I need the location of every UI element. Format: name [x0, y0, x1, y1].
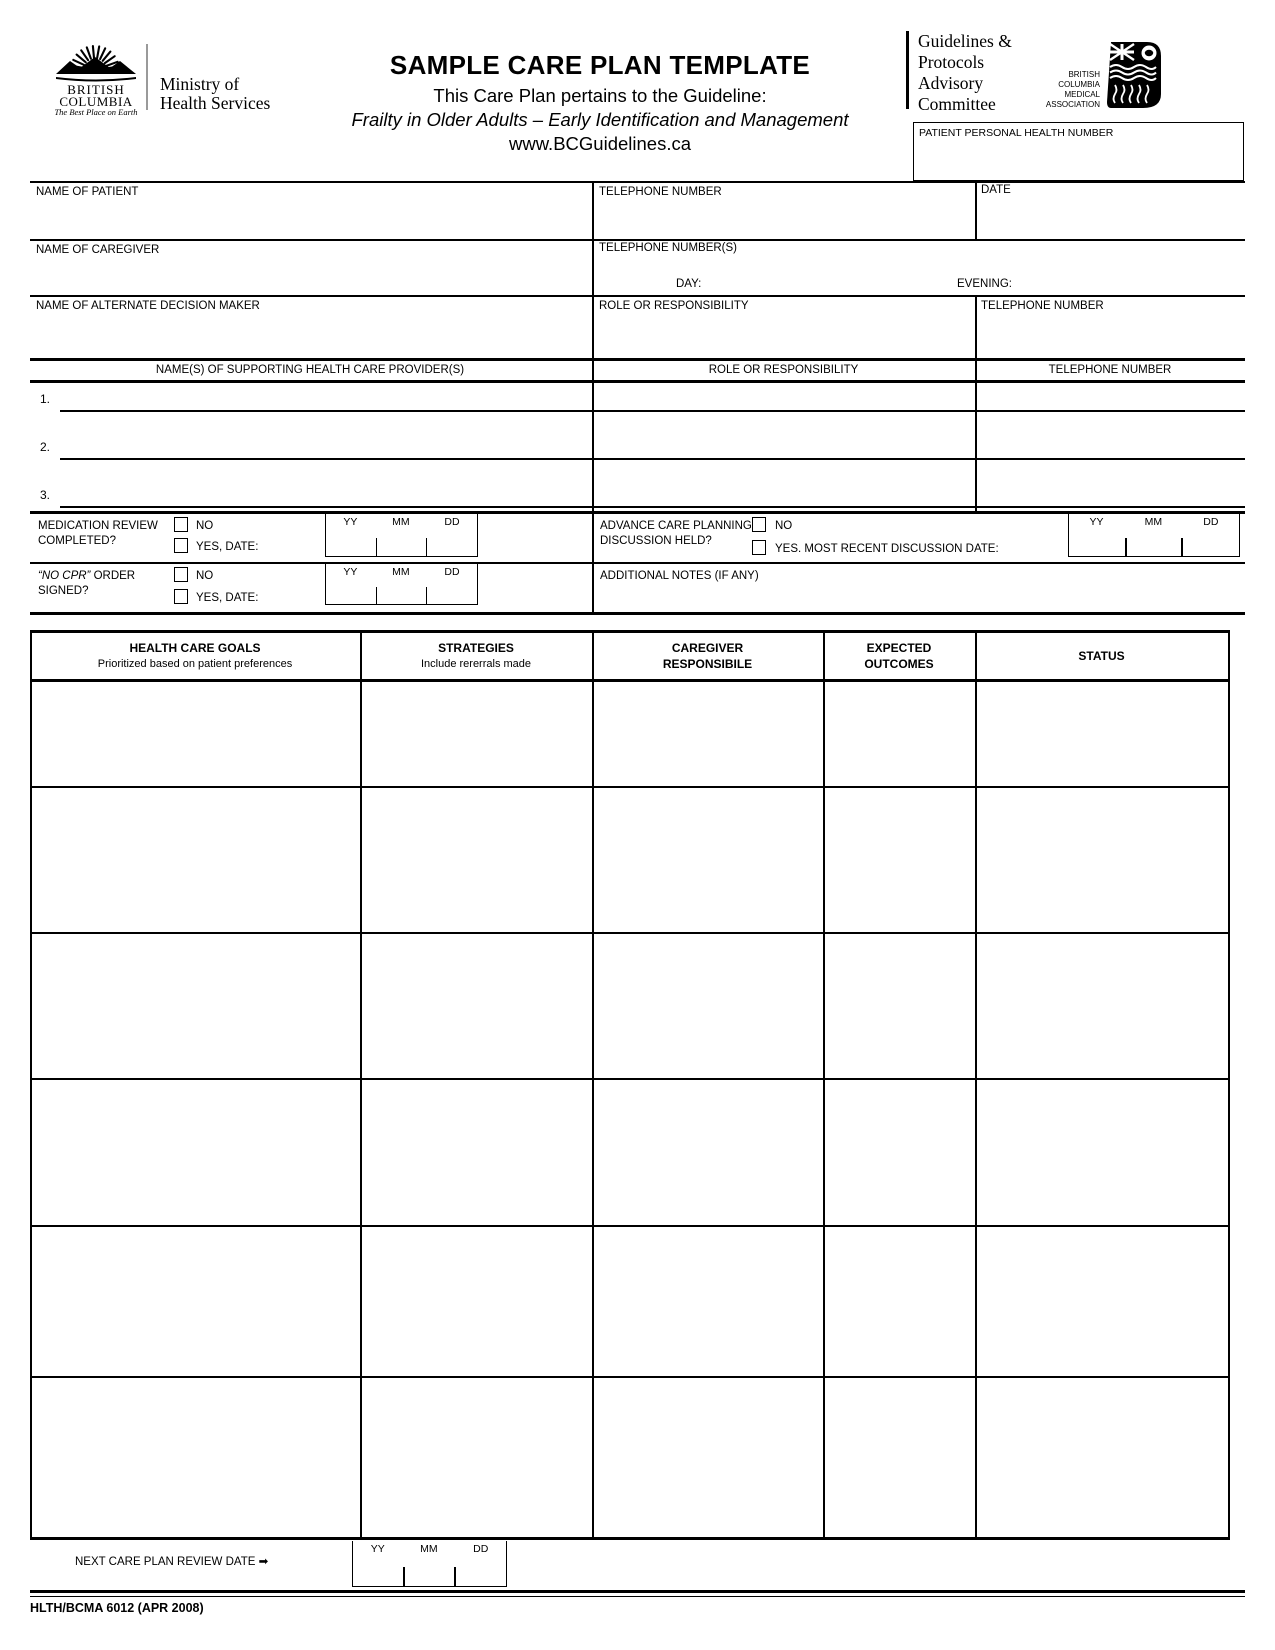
gpac-line3: Advisory: [918, 73, 984, 93]
col-header-outcomes-2: OUTCOMES: [864, 657, 934, 671]
care-table-cell-r5c3[interactable]: [594, 1228, 821, 1373]
footer-rule-heavy: [30, 1590, 1245, 1593]
alternate-telephone-field[interactable]: [976, 313, 1244, 357]
med-review-no-checkbox[interactable]: [174, 517, 188, 532]
additional-notes-field[interactable]: [760, 565, 1240, 609]
dd-label: DD: [1203, 516, 1219, 528]
gpac-line1: Guidelines &: [918, 31, 1012, 51]
field-label-alternate-role: ROLE OR RESPONSIBILITY: [599, 300, 749, 312]
mm-label: MM: [420, 1543, 438, 1555]
date-box-labels: [353, 1541, 506, 1555]
care-table-cell-r4c3[interactable]: [594, 1081, 821, 1222]
care-table-cell-r4c2[interactable]: [362, 1081, 590, 1222]
care-table-cell-r6c4[interactable]: [825, 1379, 973, 1534]
bcma-text-line4: ASSOCIATION: [1045, 100, 1100, 109]
care-table-cell-r4c4[interactable]: [825, 1081, 973, 1222]
med-review-yes-checkbox[interactable]: [174, 538, 188, 553]
med-review-label-line1: MEDICATION REVIEW: [38, 520, 158, 532]
care-table-cell-r3c4[interactable]: [825, 935, 973, 1075]
website-url: www.BCGuidelines.ca: [509, 133, 691, 154]
date-box-tick: [454, 1567, 456, 1586]
field-label-patient-name: NAME OF PATIENT: [36, 186, 139, 198]
alternate-role-field[interactable]: [593, 313, 974, 357]
providers-header-name: NAME(S) OF SUPPORTING HEALTH CARE PROVIDER(S): [155, 364, 465, 376]
date-box-tick: [1125, 538, 1127, 556]
table-border-bottom: [30, 1537, 1230, 1540]
gpac-line4: Committee: [918, 94, 996, 114]
acp-label-line2: DISCUSSION HELD?: [600, 535, 712, 547]
bcma-text-line2: COLUMBIA: [1058, 80, 1100, 89]
field-label-caregiver-name: NAME OF CAREGIVER: [36, 244, 160, 256]
care-table-cell-r5c2[interactable]: [362, 1228, 590, 1373]
page-subtitle: This Care Plan pertains to the Guideline:: [433, 85, 767, 106]
date-box-tick: [1181, 538, 1183, 556]
phn-label: PATIENT PERSONAL HEALTH NUMBER: [919, 127, 1114, 139]
cpr-yes-label: YES, DATE:: [196, 592, 259, 604]
patient-telephone-field[interactable]: [593, 199, 974, 238]
table-row-line: [30, 932, 1230, 934]
provider-2-role-field[interactable]: [593, 412, 973, 457]
date-box-labels: [1069, 514, 1239, 528]
med-review-date-box[interactable]: [325, 514, 478, 557]
gpac-bar: [906, 31, 909, 109]
next-review-date-box[interactable]: [352, 1541, 507, 1587]
provider-row-number: 3.: [40, 488, 51, 502]
section-line: [30, 612, 1245, 615]
provider-row-number: 2.: [40, 440, 51, 454]
bcma-text-line3: MEDICAL: [1064, 90, 1100, 99]
date-box-labels: [326, 564, 477, 578]
care-table-cell-r3c2[interactable]: [362, 935, 590, 1075]
date-box-tick: [376, 538, 378, 556]
bcma-logo-icon: [1105, 40, 1163, 108]
mm-label: MM: [1144, 516, 1163, 528]
acp-date-box[interactable]: [1068, 514, 1240, 557]
cpr-label-rest: ORDER: [90, 570, 136, 582]
care-table-cell-r2c3[interactable]: [594, 789, 821, 929]
section-line: [30, 511, 1245, 514]
additional-notes-label: ADDITIONAL NOTES (IF ANY): [600, 570, 759, 582]
col-header-status: STATUS: [1078, 649, 1125, 663]
acp-no-checkbox[interactable]: [752, 517, 766, 532]
footer-rule-light: [30, 1596, 1245, 1597]
date-box-tick: [426, 587, 428, 604]
page-title: SAMPLE CARE PLAN TEMPLATE: [389, 50, 811, 80]
next-review-text: NEXT CARE PLAN REVIEW DATE: [75, 1556, 256, 1568]
care-table-cell-r6c3[interactable]: [594, 1379, 821, 1534]
grid-line: [30, 181, 1245, 183]
col-header-strategies: STRATEGIES: [438, 641, 514, 655]
section-line: [30, 562, 1245, 564]
med-review-no-label: NO: [196, 520, 214, 532]
care-table-cell-r3c1[interactable]: [32, 935, 358, 1075]
grid-line: [30, 358, 1245, 361]
med-review-label-line2: COMPLETED?: [38, 535, 116, 547]
provider-1-role-field[interactable]: [593, 382, 973, 409]
care-table-cell-r6c1[interactable]: [32, 1379, 358, 1534]
acp-no-label: NO: [775, 520, 793, 532]
acp-label-line1: ADVANCE CARE PLANNING: [600, 520, 752, 532]
date-box-tick: [403, 1567, 405, 1586]
yy-label: YY: [343, 566, 358, 578]
care-table-cell-r2c5[interactable]: [977, 789, 1228, 929]
col-header-caregiver-2: RESPONSIBILE: [662, 657, 753, 671]
care-table-cell-r5c1[interactable]: [32, 1228, 358, 1373]
cpr-yes-checkbox[interactable]: [174, 589, 188, 604]
caregiver-name-field[interactable]: [31, 257, 591, 294]
yy-label: YY: [343, 516, 358, 528]
provider-row-line: [60, 506, 1245, 508]
dd-label: DD: [444, 516, 460, 528]
care-table-cell-r6c5[interactable]: [977, 1379, 1228, 1534]
med-review-yes-label: YES, DATE:: [196, 541, 259, 553]
table-border-top: [30, 630, 1230, 633]
bcma-text-line1: BRITISH: [1068, 70, 1100, 79]
cpr-no-checkbox[interactable]: [174, 567, 188, 582]
care-table-cell-r3c3[interactable]: [594, 935, 821, 1075]
date-box-labels: [326, 514, 477, 528]
provider-3-phone-field[interactable]: [976, 460, 1244, 505]
col-subheader-goals: Prioritized based on patient preferences: [97, 658, 293, 670]
field-label-alternate-telephone: TELEPHONE NUMBER: [981, 300, 1104, 312]
provider-3-name-field[interactable]: [60, 460, 590, 505]
care-table-cell-r1c3[interactable]: [594, 682, 821, 783]
date-field[interactable]: [976, 199, 1244, 238]
bc-logo-tagline: The Best Place on Earth: [54, 107, 138, 117]
cpr-label-line1: [38, 570, 135, 583]
caregiver-day-phone-field[interactable]: [712, 272, 942, 293]
cpr-label-line2: SIGNED?: [38, 585, 89, 597]
care-table-cell-r1c1[interactable]: [32, 682, 358, 783]
care-table-cell-r1c2[interactable]: [362, 682, 590, 783]
bc-logo-text-columbia: COLUMBIA: [59, 94, 133, 109]
ministry-line2: Health Services: [160, 93, 271, 113]
next-review-label: [75, 1556, 268, 1569]
gpac-line2: Protocols: [918, 52, 985, 72]
care-table-cell-r6c2[interactable]: [362, 1379, 590, 1534]
col-header-caregiver: CAREGIVER: [671, 641, 744, 655]
acp-yes-checkbox[interactable]: [752, 540, 766, 555]
caregiver-evening-phone-field[interactable]: [1015, 272, 1240, 293]
field-label-date: DATE: [981, 184, 1011, 196]
care-table-cell-r1c5[interactable]: [977, 682, 1228, 783]
care-table-cell-r5c4[interactable]: [825, 1228, 973, 1373]
providers-header-role: ROLE OR RESPONSIBILITY: [708, 364, 859, 376]
dd-label: DD: [473, 1543, 489, 1555]
care-table-cell-r5c5[interactable]: [977, 1228, 1228, 1373]
provider-3-role-field[interactable]: [593, 460, 973, 505]
col-header-goals: HEALTH CARE GOALS: [129, 641, 261, 655]
date-box-tick: [426, 538, 428, 556]
field-label-alternate-name: NAME OF ALTERNATE DECISION MAKER: [36, 300, 260, 312]
provider-row-number: 1.: [40, 392, 51, 406]
grid-line: [30, 295, 1245, 297]
care-table-cell-r4c1[interactable]: [32, 1081, 358, 1222]
provider-2-name-field[interactable]: [60, 412, 590, 457]
provider-1-phone-field[interactable]: [976, 382, 1244, 409]
table-row-line: [30, 1225, 1230, 1227]
care-table-cell-r3c5[interactable]: [977, 935, 1228, 1075]
cpr-label-italic: “NO CPR”: [38, 570, 91, 582]
table-border-right: [1228, 630, 1230, 1540]
yy-label: YY: [370, 1543, 385, 1555]
field-label-evening: EVENING:: [957, 278, 1012, 290]
provider-1-name-field[interactable]: [60, 382, 590, 409]
patient-name-field[interactable]: [31, 199, 591, 238]
field-label-telephone: TELEPHONE NUMBER: [599, 186, 722, 198]
table-row-line: [30, 786, 1230, 788]
dd-label: DD: [444, 566, 460, 578]
cpr-date-box[interactable]: [325, 564, 478, 605]
care-table-cell-r2c4[interactable]: [825, 789, 973, 929]
care-table-cell-r2c1[interactable]: [32, 789, 358, 929]
bc-logo-text-british: BRITISH: [67, 82, 125, 97]
care-table-cell-r4c5[interactable]: [977, 1081, 1228, 1222]
header-divider: [146, 44, 148, 110]
acp-yes-label: YES. MOST RECENT DISCUSSION DATE:: [775, 543, 999, 555]
providers-header-phone: TELEPHONE NUMBER: [1048, 364, 1172, 376]
mm-label: MM: [392, 516, 410, 528]
field-label-day: DAY:: [676, 278, 702, 290]
form-number: HLTH/BCMA 6012 (APR 2008): [30, 1601, 204, 1615]
alternate-name-field[interactable]: [31, 313, 591, 357]
bc-government-logo-icon: [53, 34, 139, 84]
table-row-line: [30, 1078, 1230, 1080]
col-subheader-strategies: Include rererrals made: [420, 658, 532, 670]
date-box-tick: [376, 587, 378, 604]
yy-label: YY: [1089, 516, 1104, 528]
ministry-line1: Ministry of: [160, 74, 240, 94]
grid-line: [30, 239, 1245, 241]
care-table-cell-r2c2[interactable]: [362, 789, 590, 929]
right-arrow-icon: ➡: [258, 1556, 269, 1568]
table-row-line: [30, 1376, 1230, 1378]
provider-2-phone-field[interactable]: [976, 412, 1244, 457]
care-table-cell-r1c4[interactable]: [825, 682, 973, 783]
col-header-outcomes: EXPECTED: [866, 641, 932, 655]
guideline-name: Frailty in Older Adults – Early Identification and Management: [351, 109, 849, 130]
field-label-caregiver-telephones: TELEPHONE NUMBER(S): [599, 242, 738, 254]
cpr-no-label: NO: [196, 570, 214, 582]
mm-label: MM: [392, 566, 410, 578]
